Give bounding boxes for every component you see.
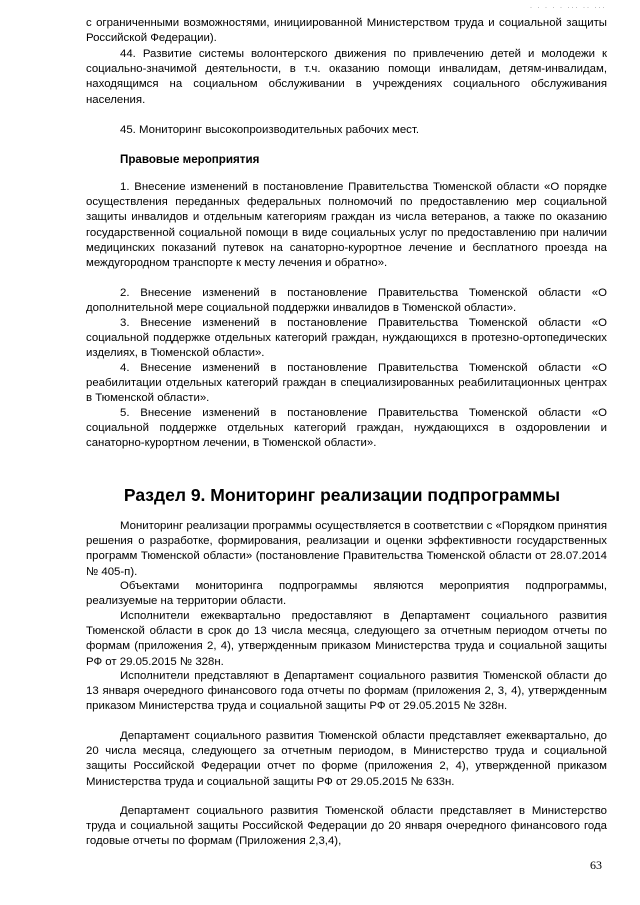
legal-item-4: 4. Внесение изменений в постановление Правительства Тюменской области «О реабилитации отдельных категорий граждан в специализированных реабилитационных центрах в Тюменской области». [86, 362, 607, 405]
legal-item-5: 5. Внесение изменений в постановление Правительства Тюменской области «О социальной поддержке отдельных категорий граждан, нуждающихся в оздоровлении и санаторно-курортном лечении, в Тюменской области». [86, 407, 607, 450]
page-number: 63 [590, 858, 602, 872]
section-title: Раздел 9. Мониторинг реализации подпрограммы [123, 485, 561, 505]
section-paragraph-2: Объектами мониторинга подпрограммы являются мероприятия подпрограммы, реализуемые на территории области. [86, 580, 607, 608]
section-paragraph-5: Департамент социального развития Тюменской области представляет ежеквартально, до 20 числа месяца, следующего за отчетным периодом, в Министерство труда и социальной защиты Российской Федерации отчет по форме (приложения 2, 4), утвержденной приказом Министерства труда и социальной защиты РФ от 29.05.2015 № 633н. [86, 730, 607, 788]
legal-measures-heading: Правовые мероприятия [120, 153, 260, 166]
section-paragraph-1: Мониторинг реализации программы осуществляется в соответствии с «Порядком принятия решения о разработке, формирования, реализации и оценки эффективности государственных программ Тюменской области» (постановление Правительства Тюменской области от 28.07.2014 № 405-п). [86, 520, 607, 578]
legal-item-3: 3. Внесение изменений в постановление Правительства Тюменской области «О социальной поддержке отдельных категорий граждан, нуждающихся в протезно-ортопедических изделиях, в Тюменской области». [86, 317, 607, 360]
legal-item-1: 1. Внесение изменений в постановление Правительства Тюменской области «О порядке осуществления переданных федеральных полномочий по предоставлению мер социальной защиты инвалидов и отдельным категориям граждан из числа ветеранов, а также по оказанию государственной социальной помощи в виде социальных услуг по предоставлению при наличии медицинских показаний путевок на санаторно-курортное лечение и бесплатного проезда на междугородном транспорте к месту лечения и обратно». [86, 181, 607, 270]
list-item-continuation: с ограниченными возможностями, инициированной Министерством труда и социальной защиты Российской Федерации). [86, 17, 607, 45]
list-item-45: 45. Мониторинг высокопроизводительных рабочих мест. [120, 124, 419, 136]
legal-item-2: 2. Внесение изменений в постановление Правительства Тюменской области «О дополнительной мере социальной поддержки инвалидов в Тюменской области». [86, 287, 607, 315]
section-paragraph-4: Исполнители представляют в Департамент социального развития Тюменской области до 13 января очередного финансового года отчеты по формам (приложения 2, 3, 4), утвержденным приказом Министерства труда и социальной защиты РФ от 29.05.2015 № 328н. [86, 670, 607, 713]
scan-corner-mark: · · · · · ··· ·· ··· [529, 2, 606, 12]
list-item-44: 44. Развитие системы волонтерского движения по привлечению детей и молодежи к социально-значимой деятельности, в т.ч. оказанию помощи инвалидам, детям-инвалидам, находящимся на социальном обслуживании в учреждениях социального обслуживания населения. [86, 48, 607, 106]
section-paragraph-6: Департамент социального развития Тюменской области представляет в Министерство труда и социальной защиты Российской Федерации до 20 января очередного финансового года годовые отчеты по формам (Приложения 2,3,4), [86, 805, 607, 848]
section-paragraph-3: Исполнители ежеквартально предоставляют в Департамент социального развития Тюменской области в срок до 13 числа месяца, следующего за отчетным периодом отчеты по формам (приложения 2, 4), утвержденным приказом Министерства труда и социальной защиты РФ от 29.05.2015 № 328н. [86, 610, 607, 668]
